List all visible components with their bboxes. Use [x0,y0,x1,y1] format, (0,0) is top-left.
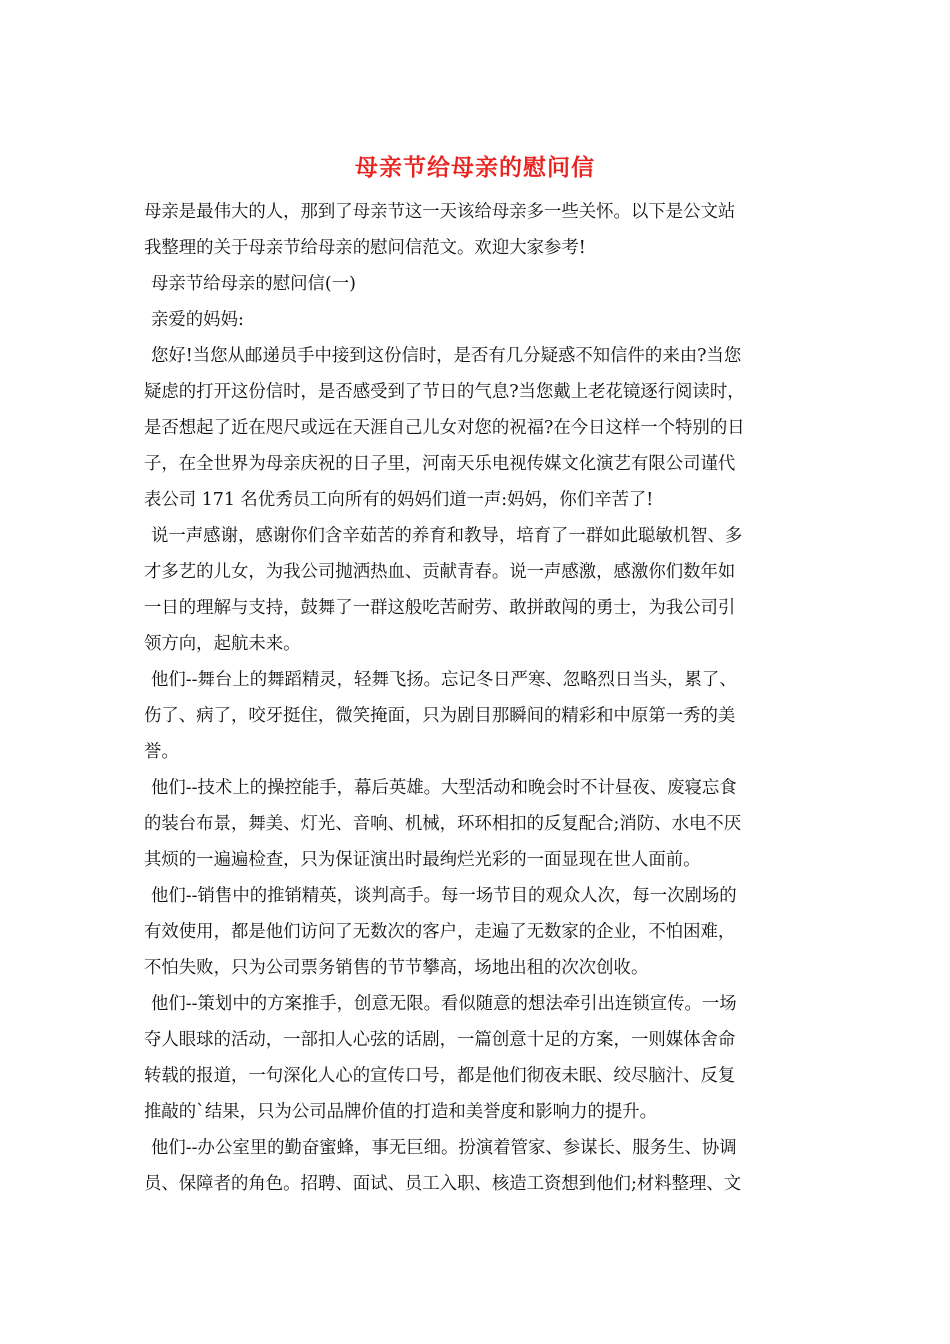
paragraph-line: 疑虑的打开这份信时，是否感受到了节日的气息?当您戴上老花镜逐行阅读时， [144,382,745,402]
document-title: 母亲节给母亲的慰问信 [355,154,595,181]
paragraph-line: 才多艺的儿女，为我公司抛洒热血、贡献青春。说一声感激，感激你们数年如 [144,562,736,582]
paragraph-line: 您好!当您从邮递员手中接到这份信时，是否有几分疑惑不知信件的来由?当您 [151,346,742,366]
paragraph-line: 誉。 [144,742,179,762]
paragraph-line: 是否想起了近在咫尺或远在天涯自己儿女对您的祝福?在今日这样一个特别的日 [144,418,745,438]
paragraph-line: 说一声感谢，感谢你们含辛茹苦的养育和教导，培育了一群如此聪敏机智、多 [151,526,743,546]
paragraph-line: 转载的报道，一句深化人心的宣传口号，都是他们彻夜未眠、绞尽脑汁、反复 [144,1066,736,1086]
paragraph-line: 推敲的`结果，只为公司品牌价值的打造和美誉度和影响力的提升。 [144,1102,658,1122]
paragraph-line: 员、保障者的角色。招聘、面试、员工入职、核造工资想到他们;材料整理、文 [144,1174,742,1194]
section-heading: 母亲节给母亲的慰问信(一) [151,274,356,294]
paragraph-line: 他们--销售中的推销精英，谈判高手。每一场节目的观众人次，每一次剧场的 [151,886,737,906]
paragraph-line: 他们--技术上的操控能手，幕后英雄。大型活动和晚会时不计昼夜、废寝忘食 [151,778,737,798]
paragraph-line: 不怕失败，只为公司票务销售的节节攀高，场地出租的次次创收。 [144,958,649,978]
salutation: 亲爱的妈妈: [151,310,244,330]
paragraph-line: 他们--舞台上的舞蹈精灵，轻舞飞扬。忘记冬日严寒、忽略烈日当头，累了、 [151,670,737,690]
paragraph-line: 一日的理解与支持，鼓舞了一群这般吃苦耐劳、敢拼敢闯的勇士，为我公司引 [144,598,736,618]
paragraph-line: 他们--策划中的方案推手，创意无限。看似随意的想法牵引出连锁宣传。一场 [151,994,737,1014]
paragraph-line: 有效使用，都是他们访问了无数次的客户，走遍了无数家的企业，不怕困难， [144,922,736,942]
paragraph-line: 子，在全世界为母亲庆祝的日子里，河南天乐电视传媒文化演艺有限公司谨代 [144,454,736,474]
paragraph-line: 其烦的一遍遍检查，只为保证演出时最绚烂光彩的一面显现在世人面前。 [144,850,701,870]
paragraph-line: 他们--办公室里的勤奋蜜蜂，事无巨细。扮演着管家、参谋长、服务生、协调 [151,1138,737,1158]
paragraph-line: 夺人眼球的活动，一部扣人心弦的话剧，一篇创意十足的方案，一则媒体舍命 [144,1030,736,1050]
paragraph-line: 表公司 171 名优秀员工向所有的妈妈们道一声:妈妈，你们辛苦了! [144,490,654,510]
paragraph-line: 的装台布景，舞美、灯光、音响、机械，环环相扣的反复配合;消防、水电不厌 [144,814,742,834]
paragraph-line: 母亲是最伟大的人，那到了母亲节这一天该给母亲多一些关怀。以下是公文站 [144,202,736,222]
paragraph-line: 领方向，起航未来。 [144,634,301,654]
paragraph-line: 我整理的关于母亲节给母亲的慰问信范文。欢迎大家参考! [144,238,586,258]
paragraph-line: 伤了、病了，咬牙挺住，微笑掩面，只为剧目那瞬间的精彩和中原第一秀的美 [144,706,736,726]
document-body [144,194,809,1202]
